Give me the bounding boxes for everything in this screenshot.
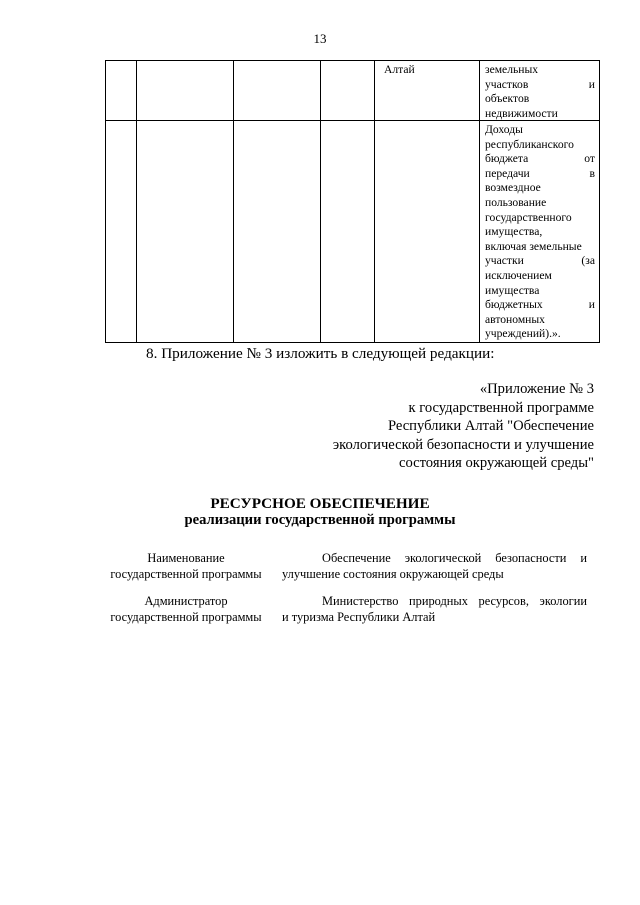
cell-line [485, 269, 595, 284]
cell-line [485, 211, 595, 226]
cell-word: участков [485, 77, 529, 91]
cell-word: Доходы [485, 123, 523, 136]
cell-line [485, 240, 595, 255]
label-line: государственной программы [110, 567, 262, 581]
cell-word: от [584, 152, 595, 166]
cell-word: имущества [485, 283, 540, 297]
table-border-right [599, 60, 600, 343]
info-row-value [282, 550, 587, 582]
cell-word: земельных [485, 63, 539, 76]
cell-word: исключением [485, 268, 552, 282]
cell-word: бюджета [485, 152, 529, 166]
appendix-line: «Приложение № 3 [479, 381, 594, 397]
table-cell-region: Алтай [384, 63, 415, 76]
value-word: безопасности [495, 551, 567, 565]
table-column-divider [320, 60, 321, 343]
value-line: и туризма Республики Алтай [282, 610, 436, 624]
label-line: Наименование [147, 551, 225, 565]
value-word: Обеспечение [322, 551, 391, 565]
label-line: Администратор [144, 594, 228, 608]
table-border-left [105, 60, 106, 343]
cell-word: республиканского [485, 137, 574, 151]
section-subtitle: реализации государственной программы [184, 512, 456, 528]
cell-word: включая земельные [485, 239, 582, 253]
cell-line [485, 63, 595, 78]
cell-word: бюджетных [485, 298, 543, 312]
appendix-header [333, 380, 594, 473]
section-title: РЕСУРСНОЕ ОБЕСПЕЧЕНИЕ [210, 495, 430, 512]
cell-word: и [588, 298, 595, 312]
info-row-value [282, 593, 587, 625]
cell-word: имущества, [485, 225, 543, 239]
cell-word: и [588, 77, 595, 91]
table-column-divider [374, 60, 375, 343]
cell-word: возмездное [485, 181, 541, 195]
table-cell-description [485, 123, 595, 342]
cell-line [485, 196, 595, 211]
cell-word: в [589, 166, 595, 180]
info-row [100, 593, 588, 625]
table-cell-description [485, 63, 595, 121]
appendix-line: Республики Алтай "Обеспечение [387, 418, 594, 435]
label-line: государственной программы [110, 610, 262, 624]
cell-word: учреждений).». [485, 327, 561, 341]
page-number: 13 [313, 31, 327, 46]
cell-line [485, 327, 595, 342]
cell-line [485, 225, 595, 240]
table-border-top [105, 60, 600, 61]
cell-line [485, 298, 595, 313]
table-border-bottom [105, 342, 600, 343]
cell-line [485, 152, 595, 167]
cell-word: пользование [485, 195, 547, 209]
cell-line [485, 78, 595, 93]
cell-line [485, 181, 595, 196]
cell-line [485, 107, 595, 122]
cell-line [485, 92, 595, 107]
cell-word: государственного [485, 210, 572, 224]
value-line [282, 550, 587, 566]
value-word: природных [409, 594, 468, 608]
info-row-label [100, 550, 272, 582]
cell-line [485, 167, 595, 182]
cell-word: (за [581, 254, 595, 268]
value-word: экологической [404, 551, 482, 565]
table-column-divider [136, 60, 137, 343]
amendment-item-8: 8. Приложение № 3 изложить в следующей редакции: [146, 345, 495, 362]
cell-line [485, 138, 595, 153]
continuation-table [105, 60, 600, 343]
value-line [282, 593, 587, 609]
appendix-line: экологической безопасности и улучшение [332, 436, 594, 453]
table-column-divider [233, 60, 234, 343]
value-word: ресурсов, [478, 594, 529, 608]
value-word: и [580, 551, 587, 565]
cell-line [485, 123, 595, 138]
info-row [100, 550, 588, 582]
cell-word: объектов [485, 92, 530, 106]
table-column-divider [479, 60, 480, 343]
cell-line [485, 313, 595, 328]
cell-word: участки [485, 254, 524, 268]
value-line: улучшение состояния окружающей среды [282, 567, 504, 581]
value-word: Министерство [322, 594, 399, 608]
appendix-line: к государственной программе [408, 399, 594, 416]
cell-line [485, 284, 595, 299]
cell-word: автономных [485, 312, 545, 326]
cell-line [485, 254, 595, 269]
cell-word: передачи [485, 166, 530, 180]
value-word: экологии [539, 594, 587, 608]
info-row-label [100, 593, 272, 625]
appendix-line: состояния окружающей среды" [399, 455, 594, 472]
cell-word: недвижимости [485, 106, 558, 120]
